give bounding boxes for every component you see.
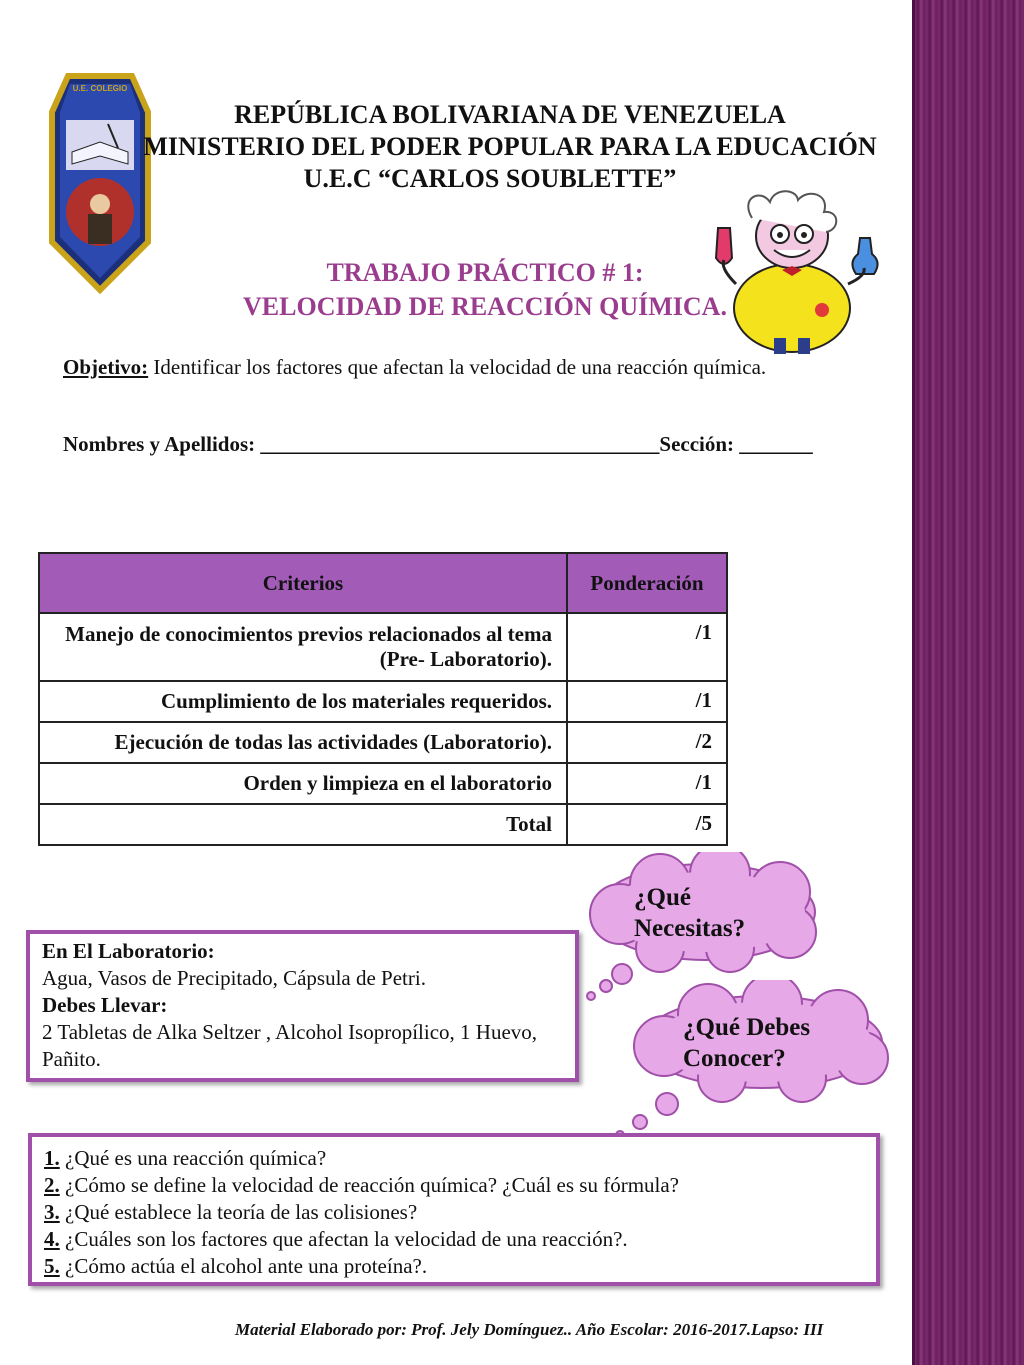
header-line-2: MINISTERIO DEL PODER POPULAR PARA LA EDUCACIÓN xyxy=(143,132,877,161)
crest-text: U.E. COLEGIO xyxy=(72,84,128,93)
list-item: 5. ¿Cómo actúa el alcohol ante una proteína?. xyxy=(44,1254,428,1278)
names-line xyxy=(63,432,883,457)
criterion-cell: Orden y limpieza en el laboratorio xyxy=(39,763,567,804)
lab-materials-box xyxy=(26,930,579,1082)
table-row xyxy=(39,681,727,722)
criterion-cell: Ejecución de todas las actividades (Laboratorio). xyxy=(39,722,567,763)
weight-cell: /1 xyxy=(567,763,727,804)
criterion-cell: Total xyxy=(39,804,567,845)
bring-materials-text: 2 Tabletas de Alka Seltzer , Alcohol Isopropílico, 1 Huevo, Pañito. xyxy=(42,1020,538,1071)
rubric-header-criteria: Criterios xyxy=(39,553,567,613)
names-blank: ______________________________________ xyxy=(260,432,660,456)
weight-cell: /2 xyxy=(567,722,727,763)
cloud-1-line-1: ¿Qué xyxy=(634,884,691,911)
criterion-cell: Cumplimiento de los materiales requeridos. xyxy=(39,681,567,722)
cloud-2-line-2: Conocer? xyxy=(683,1045,786,1072)
section-label: Sección: xyxy=(659,432,735,456)
list-item: 4. ¿Cuáles son los factores que afectan la velocidad de una reacción?. xyxy=(44,1227,628,1251)
side-decorative-stripe xyxy=(912,0,1024,1365)
table-row xyxy=(39,722,727,763)
objective-text: Identificar los factores que afectan la velocidad de una reacción química. xyxy=(153,355,767,379)
objective-label: Objetivo: xyxy=(63,355,149,379)
weight-cell: /5 xyxy=(567,804,727,845)
header-line-3: U.E.C “CARLOS SOUBLETTE” xyxy=(303,164,677,193)
objective xyxy=(63,355,863,380)
lab-heading: En El Laboratorio: xyxy=(42,939,215,963)
practice-subtitle: VELOCIDAD DE REACCIÓN QUÍMICA. xyxy=(243,292,727,321)
practice-title: TRABAJO PRÁCTICO # 1: xyxy=(326,258,644,287)
table-row xyxy=(39,763,727,804)
cloud-2-line-1: ¿Qué Debes xyxy=(683,1014,811,1041)
weight-cell: /1 xyxy=(567,613,727,681)
rubric-table xyxy=(38,552,728,846)
list-item: 2. ¿Cómo se define la velocidad de reacción química? ¿Cuál es su fórmula? xyxy=(44,1173,680,1197)
table-row xyxy=(39,613,727,681)
criterion-cell: Manejo de conocimientos previos relacionados al tema (Pre- Laboratorio). xyxy=(39,613,567,681)
footer-credit: Material Elaborado por: Prof. Jely Domínguez.. Año Escolar: 2016-2017.Lapso: III xyxy=(235,1320,824,1339)
lab-materials-text: Agua, Vasos de Precipitado, Cápsula de Petri. xyxy=(42,966,426,990)
list-item: 1. ¿Qué es una reacción química? xyxy=(44,1146,327,1170)
names-label: Nombres y Apellidos: xyxy=(63,432,256,456)
rubric-header-weight: Ponderación xyxy=(567,553,727,613)
header-line-1: REPÚBLICA BOLIVARIANA DE VENEZUELA xyxy=(234,100,786,129)
bring-heading: Debes Llevar: xyxy=(42,993,168,1017)
questions-box xyxy=(28,1133,880,1286)
list-item: 3. ¿Qué establece la teoría de las colisiones? xyxy=(44,1200,418,1224)
cloud-1-line-2: Necesitas? xyxy=(634,915,746,942)
table-row-total xyxy=(39,804,727,845)
weight-cell: /1 xyxy=(567,681,727,722)
section-blank: _______ xyxy=(739,432,813,456)
